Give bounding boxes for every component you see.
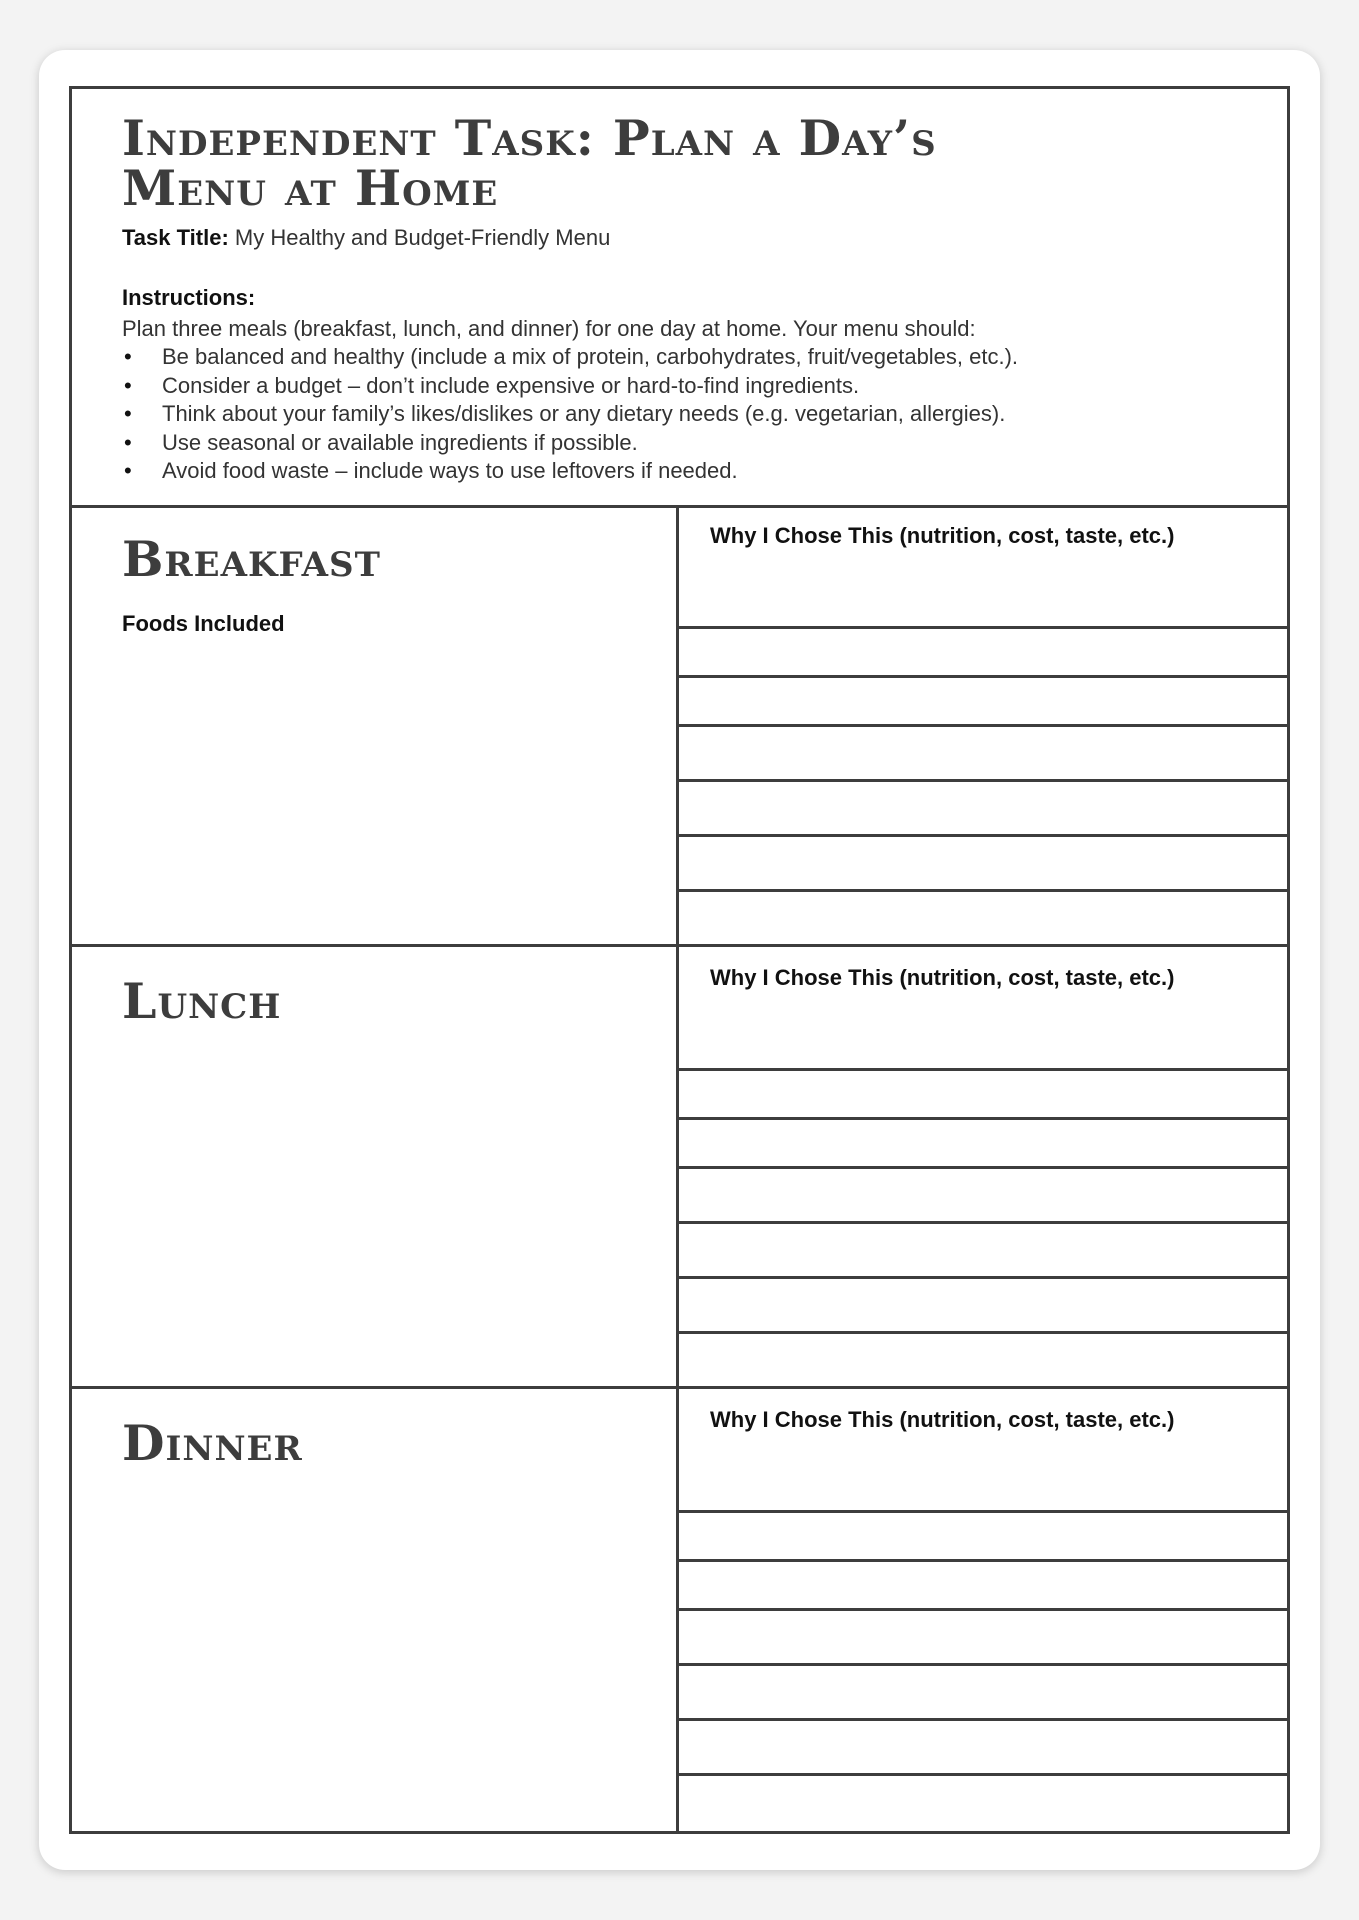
worksheet-header bbox=[72, 89, 1287, 508]
lunch-section bbox=[72, 947, 1287, 1389]
worksheet-frame bbox=[69, 86, 1290, 1834]
instructions-list bbox=[122, 343, 1237, 486]
writing-line[interactable] bbox=[679, 1120, 1287, 1169]
lunch-reason-area bbox=[679, 947, 1287, 1386]
writing-line[interactable] bbox=[679, 892, 1287, 947]
writing-line[interactable] bbox=[679, 782, 1287, 837]
writing-line[interactable] bbox=[679, 678, 1287, 727]
writing-line[interactable] bbox=[679, 1776, 1287, 1831]
breakfast-reason-area bbox=[679, 505, 1287, 944]
why-chose-label: Why I Chose This (nutrition, cost, taste, etc.) bbox=[679, 947, 1287, 1071]
writing-line[interactable] bbox=[679, 629, 1287, 678]
instruction-item: • Avoid food waste – include ways to use leftovers if needed. bbox=[122, 457, 1237, 486]
writing-line[interactable] bbox=[679, 1071, 1287, 1120]
writing-line[interactable] bbox=[679, 1513, 1287, 1562]
writing-line[interactable] bbox=[679, 1334, 1287, 1389]
bullet-icon: • bbox=[124, 401, 132, 426]
dinner-title: Dinner bbox=[122, 1414, 303, 1472]
breakfast-foods-area[interactable] bbox=[72, 505, 679, 944]
task-title-label: Task Title: bbox=[122, 225, 229, 250]
lunch-foods-area[interactable] bbox=[72, 947, 679, 1386]
dinner-reason-area bbox=[679, 1389, 1287, 1831]
writing-line[interactable] bbox=[679, 1224, 1287, 1279]
instruction-item: • Think about your family’s likes/dislikes or any dietary needs (e.g. vegetarian, allergies). bbox=[122, 400, 1237, 429]
foods-included-label: Foods Included bbox=[122, 611, 285, 636]
writing-line[interactable] bbox=[679, 727, 1287, 782]
page-title: Independent Task: Plan a Day’s Menu at Home bbox=[122, 109, 937, 217]
instructions-intro: Plan three meals (breakfast, lunch, and dinner) for one day at home. Your menu should: bbox=[122, 316, 976, 341]
instructions-label: Instructions: bbox=[122, 285, 256, 310]
writing-line[interactable] bbox=[679, 837, 1287, 892]
writing-line[interactable] bbox=[679, 1279, 1287, 1334]
instruction-item: • Consider a budget – don’t include expensive or hard-to-find ingredients. bbox=[122, 372, 1237, 401]
bullet-icon: • bbox=[124, 372, 132, 398]
task-title-line bbox=[122, 225, 1237, 251]
writing-line[interactable] bbox=[679, 1721, 1287, 1776]
why-chose-label: Why I Chose This (nutrition, cost, taste, etc.) bbox=[679, 505, 1287, 629]
why-chose-label: Why I Chose This (nutrition, cost, taste, etc.) bbox=[679, 1389, 1287, 1513]
writing-line[interactable] bbox=[679, 1611, 1287, 1666]
dinner-foods-area[interactable] bbox=[72, 1389, 679, 1831]
breakfast-section bbox=[72, 505, 1287, 947]
dinner-section bbox=[72, 1389, 1287, 1831]
instruction-item: • Be balanced and healthy (include a mix of protein, carbohydrates, fruit/vegetables, etc.). bbox=[122, 343, 1237, 372]
bullet-icon: • bbox=[124, 429, 132, 455]
writing-line[interactable] bbox=[679, 1169, 1287, 1224]
writing-line[interactable] bbox=[679, 1562, 1287, 1611]
task-title-value: My Healthy and Budget-Friendly Menu bbox=[234, 225, 611, 250]
bullet-icon: • bbox=[124, 344, 132, 369]
instruction-item: • Use seasonal or available ingredients if possible. bbox=[122, 429, 1237, 458]
breakfast-title: Breakfast bbox=[122, 530, 381, 588]
writing-line[interactable] bbox=[679, 1666, 1287, 1721]
bullet-icon: • bbox=[124, 458, 132, 483]
lunch-title: Lunch bbox=[122, 972, 282, 1030]
